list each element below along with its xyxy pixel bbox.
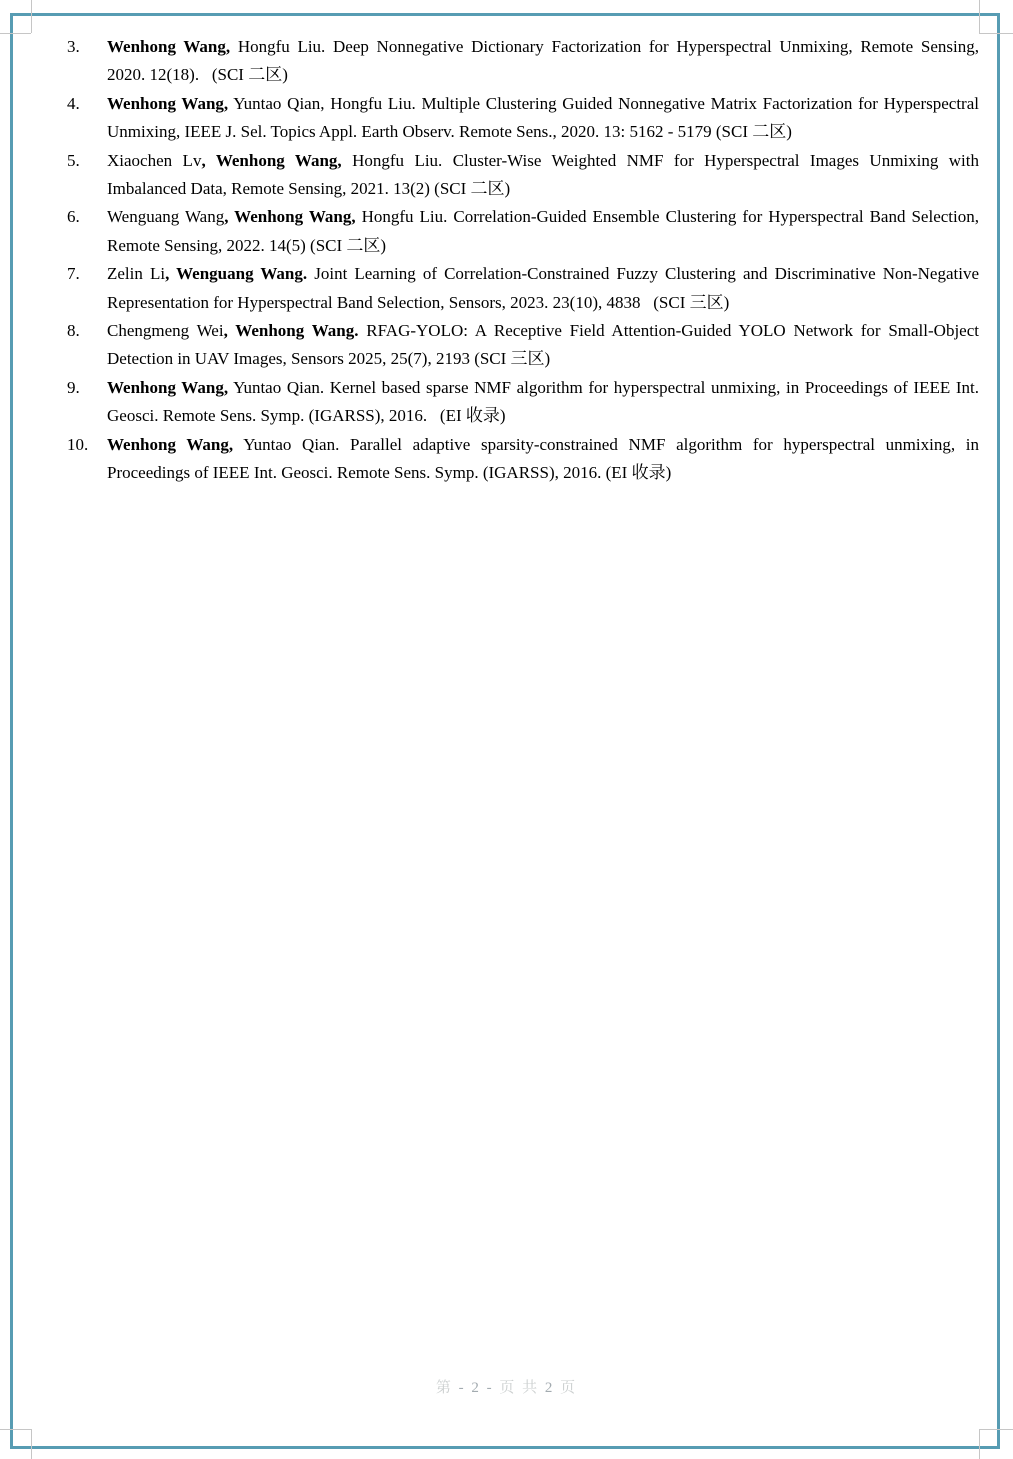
list-number: 10. xyxy=(67,434,89,454)
page-number-text: 2 xyxy=(544,1380,555,1396)
publication-item xyxy=(67,33,979,90)
author-name-bold: , Wenhong Wang. xyxy=(223,321,359,341)
publication-text: Zelin Li xyxy=(107,264,166,284)
list-number: 9. xyxy=(67,377,80,397)
list-number: 8. xyxy=(67,321,80,341)
author-name-bold: , Wenhong Wang, xyxy=(224,207,356,227)
publication-text: RFAG-YOLO: A Receptive Field Attention-Guided YOLO Network for Small-Object Detection in UAV Images, Sensors 2025, 25(7), 2193 (SCI 三区) xyxy=(107,321,979,369)
author-name-bold: Wenhong Wang, xyxy=(107,93,229,113)
margin-crop-mark xyxy=(0,1429,31,1430)
page-number-text: 第 xyxy=(435,1380,459,1396)
margin-crop-mark xyxy=(979,33,1013,34)
publication-text: Joint Learning of Correlation-Constrained Fuzzy Clustering and Discriminative Non-Negative Representation for Hyperspectral Band Selection, Sensors, 2023. 23(10), 4838 (SCI 三区) xyxy=(107,264,980,312)
author-name-bold: Wenhong Wang, xyxy=(107,37,231,56)
margin-crop-mark xyxy=(0,33,31,34)
page-number-text: 页 xyxy=(554,1380,578,1396)
publication-text: Yuntao Qian, Hongfu Liu. Multiple Clustering Guided Nonnegative Matrix Factorization for Hyperspectral Unmixing, IEEE J. Sel. Topics Appl. Earth Observ. Remote Sens., 2020. 13: 5162 - 5179 (SCI 二区) xyxy=(107,93,979,142)
publication-text: Hongfu Liu. Cluster-Wise Weighted NMF for Hyperspectral Images Unmixing with Imbalanced Data, Remote Sensing, 2021. 13(2) (SCI 二区) xyxy=(107,150,980,199)
publication-item xyxy=(67,203,979,260)
author-name-bold: Wenhong Wang, xyxy=(107,434,234,454)
list-number: 4. xyxy=(67,93,80,113)
publication-item xyxy=(67,317,979,374)
author-name-bold: , Wenguang Wang. xyxy=(165,264,308,284)
list-number: 6. xyxy=(67,207,80,227)
publication-item xyxy=(67,374,979,431)
page-number-text: - 2 - xyxy=(458,1380,500,1396)
margin-crop-mark xyxy=(979,1429,980,1459)
publication-text: Yuntao Qian. Kernel based sparse NMF algorithm for hyperspectral unmixing, in Proceedings of IEEE Int. Geosci. Remote Sens. Symp. (IGARSS), 2016. (EI 收录) xyxy=(107,377,979,426)
publication-item xyxy=(67,431,979,488)
margin-crop-mark xyxy=(31,0,32,33)
author-name-bold: , Wenhong Wang, xyxy=(201,150,342,170)
page-footer xyxy=(0,1378,1013,1398)
publication-item xyxy=(67,90,979,147)
publication-item xyxy=(67,260,979,317)
list-number: 5. xyxy=(67,150,80,170)
publication-text: Xiaochen Lv xyxy=(107,150,202,170)
publication-text: Chengmeng Wei xyxy=(107,321,224,341)
list-number: 7. xyxy=(67,264,80,284)
margin-crop-mark xyxy=(979,1429,1013,1430)
publication-list xyxy=(67,33,979,488)
margin-crop-mark xyxy=(979,0,980,33)
publication-text: Yuntao Qian. Parallel adaptive sparsity-constrained NMF algorithm for hyperspectral unmixing, in Proceedings of IEEE Int. Geosci. Remote Sens. Symp. (IGARSS), 2016. (EI 收录) xyxy=(107,434,980,483)
publication-item xyxy=(67,147,979,204)
page-number-text: 页 共 xyxy=(499,1380,545,1396)
publication-text: Wenguang Wang xyxy=(107,207,225,227)
publication-text: Hongfu Liu. Correlation-Guided Ensemble Clustering for Hyperspectral Band Selection, Remote Sensing, 2022. 14(5) (SCI 二区) xyxy=(107,207,979,255)
publication-text: Hongfu Liu. Deep Nonnegative Dictionary Factorization for Hyperspectral Unmixing, Remote Sensing, 2020. 12(18). (SCI 二区) xyxy=(107,37,979,85)
margin-crop-mark xyxy=(31,1429,32,1459)
list-number: 3. xyxy=(67,37,80,56)
author-name-bold: Wenhong Wang, xyxy=(107,377,229,397)
